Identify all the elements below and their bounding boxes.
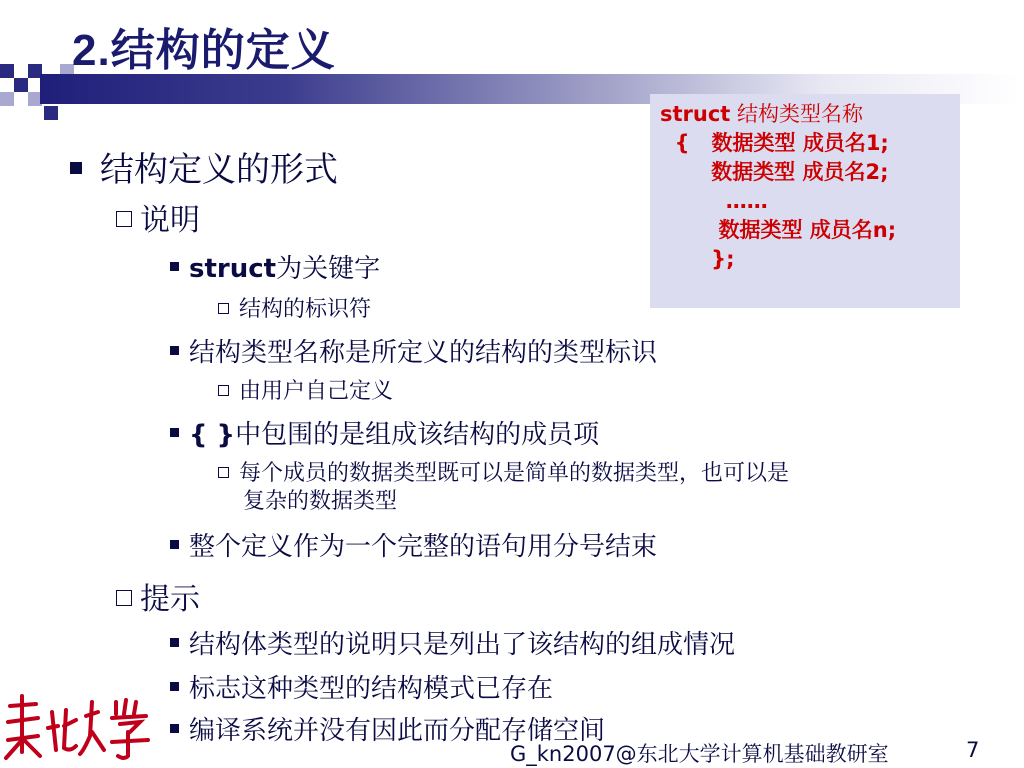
code-keyword-struct: struct bbox=[660, 102, 731, 126]
section-hint-label: 提示 bbox=[140, 582, 200, 617]
list-item-text: 整个定义作为一个完整的语句用分号结束 bbox=[189, 532, 658, 562]
code-line-2: { 数据类型 成员名1; bbox=[660, 131, 889, 155]
sub-list-item-continuation: 复杂的数据类型 bbox=[243, 489, 398, 514]
square-bullet-icon bbox=[170, 346, 179, 355]
list-item bbox=[170, 414, 599, 451]
square-bullet-icon bbox=[170, 262, 179, 271]
square-bullet-icon bbox=[170, 638, 179, 647]
list-item-text: 编译系统并没有因此而分配存储空间 bbox=[189, 716, 606, 746]
square-bullet-icon bbox=[170, 724, 179, 733]
sub-list-item-text: 由用户自己定义 bbox=[239, 379, 394, 404]
main-bullet-text: 结构定义的形式 bbox=[100, 150, 338, 190]
keyword-struct: struct bbox=[189, 254, 277, 284]
main-bullet bbox=[70, 142, 338, 191]
header-square-5 bbox=[0, 92, 14, 106]
hollow-square-icon bbox=[116, 211, 132, 227]
list-item-text: 中包围的是组成该结构的成员项 bbox=[235, 420, 600, 450]
list-item-text: 标志这种类型的结构模式已存在 bbox=[189, 674, 554, 704]
list-item bbox=[170, 668, 553, 705]
header-square-8 bbox=[44, 106, 58, 120]
list-item-text: 结构类型名称是所定义的结构的类型标识 bbox=[189, 338, 658, 368]
list-item bbox=[170, 624, 735, 661]
hollow-square-icon bbox=[218, 303, 229, 314]
hollow-square-icon bbox=[116, 590, 132, 606]
header-square-2 bbox=[14, 78, 28, 92]
list-item bbox=[170, 526, 657, 563]
code-line-4: …… bbox=[660, 189, 768, 213]
code-line-1-rest: 结构类型名称 bbox=[730, 102, 864, 126]
header-square-1 bbox=[0, 64, 14, 78]
section-explanation bbox=[116, 195, 200, 239]
hollow-square-icon bbox=[218, 467, 229, 478]
code-line-1 bbox=[660, 100, 950, 129]
square-bullet-icon bbox=[170, 540, 179, 549]
list-item bbox=[170, 248, 380, 285]
section-hint bbox=[116, 574, 200, 618]
code-line-6: }; bbox=[660, 247, 735, 271]
sub-list-item-text: 每个成员的数据类型既可以是简单的数据类型，也可以是 bbox=[239, 461, 790, 486]
braces-symbol: { } bbox=[189, 420, 236, 450]
university-logo bbox=[0, 692, 170, 768]
list-item-text: 结构体类型的说明只是列出了该结构的组成情况 bbox=[189, 630, 736, 660]
square-bullet-icon bbox=[170, 428, 179, 437]
square-bullet-icon bbox=[170, 682, 179, 691]
page-number: 7 bbox=[966, 738, 980, 762]
code-line-5: 数据类型 成员名n; bbox=[660, 218, 897, 242]
slide-title: 2.结构的定义 bbox=[72, 26, 336, 75]
sub-list-item-text: 结构的标识符 bbox=[239, 297, 372, 322]
hollow-square-icon bbox=[218, 385, 229, 396]
square-bullet-icon bbox=[70, 162, 82, 174]
footer-text: G_kn2007@东北大学计算机基础教研室 bbox=[510, 742, 889, 766]
list-item bbox=[170, 332, 657, 369]
sub-list-item bbox=[218, 292, 371, 323]
sub-list-item bbox=[218, 456, 789, 487]
struct-syntax-box bbox=[650, 94, 960, 308]
sub-list-item bbox=[218, 374, 393, 405]
code-line-3: 数据类型 成员名2; bbox=[660, 160, 889, 184]
section-explanation-label: 说明 bbox=[140, 203, 200, 238]
list-item-text: 为关键字 bbox=[276, 254, 381, 284]
